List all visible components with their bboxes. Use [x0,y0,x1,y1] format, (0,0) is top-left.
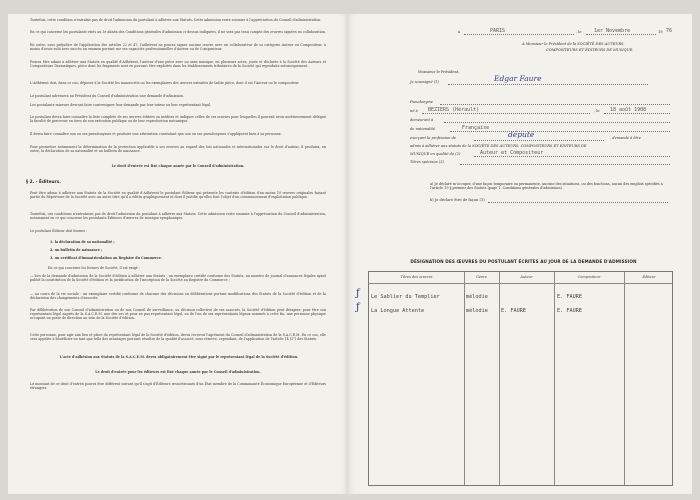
profession-line [474,140,604,141]
section-2-paragraph-3: Le postulant Éditeur doit fournir : [30,229,88,233]
list-item: 2. un bulletin de naissance ; [50,248,103,252]
pseudonyme-label: Pseudonyme [410,100,433,104]
place-value: PARIS [490,28,506,34]
column-divider [624,272,625,485]
droit-entree-line: Le droit d'entrée est fixé chaque année par le Conseil d'administration. [111,164,245,168]
works-table-header [369,272,672,284]
list-item: 1. la déclaration de sa nationalité ; [50,240,115,244]
column-divider [464,272,465,485]
nationalite-line [450,131,670,132]
header-titres: Titres des œuvres [400,275,433,279]
qualite-line [474,156,670,157]
list-item: 3. un certificat d'immatriculation au Registre du Commerce. [50,256,163,260]
place-prefix: à [458,30,461,34]
header-genre: Genre [476,275,487,279]
section-2-paragraph-4: En ce qui concerne les formes de Société, il est exigé : [48,266,140,270]
works-table [368,271,673,486]
salutation: Monsieur le Président, [418,70,460,74]
header-editeur: Éditeur [642,275,656,279]
last-paragraph: Le montant de ce droit d'entrée pourra être différent suivant qu'il s'agit d'Éditeurs ressortissants d'un État membre de la Communauté Économique Européenne et d'Éditeurs étrangers. [30,382,326,391]
table-row-2-title: La Longue Attente [371,308,425,314]
paragraph-5: L'Adhérent doit, dans ce cas, déposer à la Société les manuscrits ou les exemplaires des œuvres extraites de ladite pièce, dont il est l'Auteur ou le compositeur. [30,81,300,85]
birthplace-line [422,113,590,114]
pen-mark-icon: ƒ [356,288,360,299]
section-2-paragraph-2: Toutefois, ces conditions n'entraînent pas de droit l'admission du postulant à adhérer aux Statuts. Cette admission reste soumise à l'appréciation du Conseil d'administration, notamment en ce qui concerne les postulants Éditeurs d'œuvres de musique symphonique. [30,212,326,221]
paragraph-2: En ce qui concerne les postulants visés au 3e alinéa des Conditions générales d'admission ci-dessus indiquées, il ne sera pas tenu compte des œuvres signées en collaboration. [30,30,326,34]
demeurant-line [444,122,670,123]
section-2-paragraph-1: Peut être admis à adhérer aux Statuts de la Société en qualité d'Adhérent le postulant Éditeur qui présente les contrats d'édition d'au moins 10 œuvres originales faisant partie du Répertoire de la Société avec un autre titre qu'il a édités graphiquement et dont il justifie qu'elles font l'objet d'un commencement d'exploitation publique. [30,191,326,200]
demeurant-label: demeurant à [410,118,434,122]
table-row-2-genre: mélodie [466,308,488,314]
paragraph-10: Pour permettre notamment la détermination de la protection applicable à ses œuvres au regard des lois nationales et internationales sur le droit d'auteur, il produira, en outre, la déclaration de sa nationalité et un bulletin de naissance. [30,145,326,154]
year-value: 76 [666,28,673,34]
signature-requirement: L'acte d'adhésion aux Statuts de la S.A.C.E.M. devra obligatoirement être signé par le représentant légal de la Société d'édition. [59,355,299,359]
paragraph-4: Pourra être admis à adhérer aux Statuts en qualité d'Adhérent, l'auteur d'une pièce avec ou sans musique, en plusieurs actes, jouée et déclarée à la Société des Auteurs et Compositeurs Dramatiques, pièce dont les fragments sont en pouvant être exploités dans les établissements tributaires de la Société qui reproduits mécaniquement. [30,60,326,69]
birthdate-line [604,113,670,114]
declaration-a: a) Je déclare m'occuper, d'une façon temporaire ou permanente, aucune des situations, ou des fonctions, aucun des emplois spécifiés à l'article 19 § premier des Statuts (page 1. Conditions générales d'admission). [430,182,663,191]
paragraph-1: Toutefois, cette condition n'entraîne pas de droit l'admission du postulant à adhérer aux Statuts. Cette admission reste soumise à l'appréciation du Conseil d'administration. [30,18,322,22]
section-2-paragraph-6: — au cours de la vie sociale : un exemplaire certifié conforme de chacune des décisions ou délibérations portant modifications des Statuts de la Société d'édition et de la déclaration des changements d'associés. [30,292,326,301]
addressee-line-2: COMPOSITEURS ET ÉDITEURS DE MUSIQUE. [546,48,634,52]
table-row-1-genre: mélodie [466,294,488,300]
date-line [586,34,656,35]
paragraph-7: Les postulants mineurs devront faire contresigner leur demande par leur tuteur ou leur représentant légal. [30,103,212,107]
nationalite-value: Française [462,125,490,131]
musique-label: MUSIQUE en qualité de (2) [410,152,461,156]
section-2-paragraph-8: Cette personne, pour agir aux lieu et place du représentant légal de la Société d'édition, devra recevoir l'agrément du Conseil d'administration de la S.A.C.E.M. En ce cas, elle sera appelée à bénéficier en tant que telle des avantages pouvant résulter de la qualité d'associé, sous réserve, cependant, de l'application de l'article 14 (2°) des Statuts. [30,333,326,342]
birthdate-prefix: , le [594,109,600,113]
declaration-b-line [488,202,668,203]
table-row-2-auteur: E. FAURE [501,308,526,314]
section-2-paragraph-5: — lors de la demande d'admission de la Société d'édition à adhérer aux Statuts : un exemplaire certifié conforme des Statuts, un numéro de journal d'annonces légales ayant publié la constitution de la Société d'édition et la justification de l'inscription de la Société au Registre du Commerce ; [30,274,326,283]
paragraph-3: En outre, sous préjudice de l'application des articles 22 et 47, l'adhérent ne pourra signer aucune œuvre avec un collaborateur de sa catégorie Auteur ou Compositeur, à moins d'avoir subi avec succès un examen portant sur ses capacités professionnelles d'Auteur ou de Compositeur. [30,43,326,52]
addressee-line-1: A Monsieur le Président de la SOCIÉTÉ DES AUTEURS, [522,42,625,46]
birthplace-label: né à [410,109,418,113]
year-prefix: 19 [658,30,663,34]
pen-mark-icon: ƒ [356,302,360,313]
qualite-value: Auteur et Compositeur [480,150,544,156]
birthplace-value: BEZIERS (Hérault) [428,107,480,113]
table-row-1-compositeur: E. FAURE [557,294,582,300]
titres-label: Titres spéciaux (3) [410,160,444,164]
works-table-title: DÉSIGNATION DES ŒUVRES DU POSTULANT ÉCRITES AU JOUR DE LA DEMANDE D'ADMISSION [410,259,637,264]
soussigne-handwritten-name: Edgar Faure [494,74,542,83]
admis-text: admis à adhérer aux statuts de la SOCIÉTÉ DES AUTEURS, COMPOSITEURS ET ÉDITEURS DE [410,144,587,148]
header-auteur: Auteur [520,275,533,279]
declaration-b: b) Je déclare être de façon (3) [430,198,485,202]
date-value: 1er Novembre [594,28,631,34]
birthdate-value: 18 août 1908 [610,107,647,113]
profession-handwritten: député [508,130,535,139]
left-page [8,14,348,494]
paragraph-6: Le postulant adressera au Président du Conseil d'administration une demande d'admission. [30,94,185,98]
titres-line [460,164,670,165]
profession-label: exerçant la profession de [410,136,457,140]
soussigne-line [448,84,648,85]
demande-suffix: , demande à être [610,136,641,140]
nationalite-label: de nationalité [410,127,436,131]
pseudonyme-line [440,104,670,105]
table-row-1-title: Le Sablier du Templier [371,294,440,300]
header-compositeur: Compositeur [577,275,601,279]
section-2-title: § 2. - Éditeurs. [26,180,61,185]
paragraph-8: Le postulant devra faire connaître la liste complète de ses œuvres éditées ou inédites et indiquer celles de ces œuvres pour lesquelles il pourrait avoir antérieurement délégué la faculté de percevoir en tiers de son exécution publique ou de leur reproduction mécanique. [30,115,326,124]
soussigne-label: Je soussigné (1) [410,80,439,84]
date-prefix: , le [576,30,582,34]
right-page [348,14,692,494]
table-row-2-compositeur: E. FAURE [557,308,582,314]
paragraph-9: Il devra faire connaître son ou ses pseudonymes et produire une attestation constatant que son ou ses pseudonymes s'appliquent bien à sa personne. [30,132,282,136]
column-divider [499,272,500,485]
droit-entree-editeurs: Le droit d'entrée pour les éditeurs est fixé chaque année par le Conseil d'administration. [95,370,261,374]
column-divider [554,272,555,485]
section-2-paragraph-7: Par délibération de son Conseil d'administration ou de son Conseil de surveillance, ou décision collective de ses associés, la Société d'édition peut désigner, pour être son représentant légal auprès de la S.A.C.E.M. une des ses et pour ne pas représentant légal, ou de l'un de ses représentants légaux nommés à cette fin, une personne physique occupant un poste de direction au sein de la Société d'édition. [30,308,326,321]
place-line [464,34,574,35]
